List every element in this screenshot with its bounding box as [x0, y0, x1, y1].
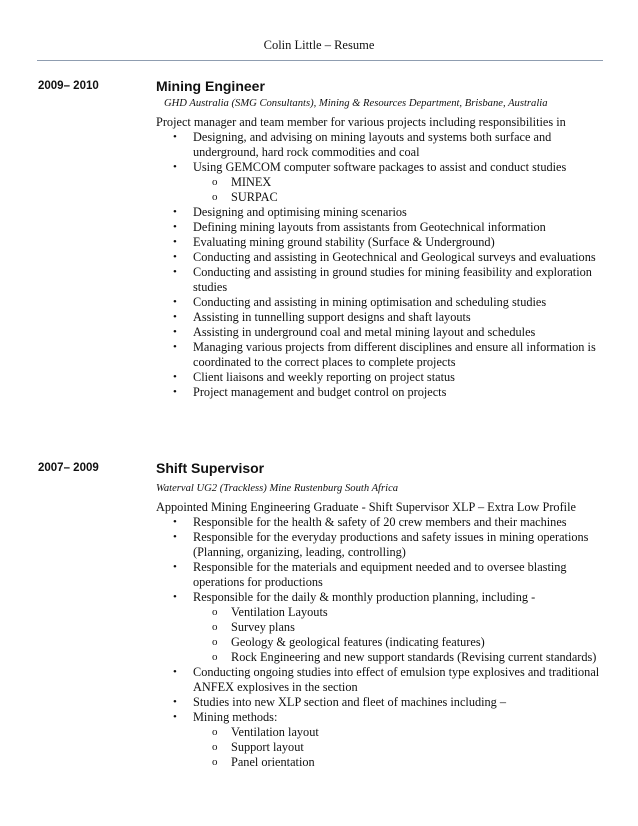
- sub-list-item: o SURPAC: [212, 190, 278, 204]
- bullet-icon: •: [173, 516, 177, 528]
- job-company: Waterval UG2 (Trackless) Mine Rustenburg South Africa: [156, 483, 399, 494]
- list-item: • Designing and optimising mining scenarios: [173, 205, 407, 219]
- list-item: • Evaluating mining ground stability (Surface & Underground): [173, 235, 495, 249]
- list-item: • Client liaisons and weekly reporting on project status: [173, 370, 455, 384]
- list-item: • Mining methods: o Ventilation layout o Support layout o Panel orientation: [156, 710, 606, 770]
- bullet-icon: •: [173, 266, 177, 278]
- sub-list-item: o Support layout: [212, 740, 304, 754]
- bullet-icon: •: [173, 386, 177, 398]
- circle-bullet-icon: o: [212, 741, 218, 753]
- list-item: • Designing, and advising on mining layouts and systems both surface and underground, hard rock commodities and coal: [173, 130, 552, 159]
- bullet-icon: •: [173, 296, 177, 308]
- bullet-icon: •: [173, 591, 177, 603]
- job-body: [156, 459, 606, 770]
- list-item: • Defining mining layouts from assistants from Geotechnical information: [173, 220, 546, 234]
- bullet-icon: •: [173, 371, 177, 383]
- job-dates: 2009– 2010: [38, 80, 99, 92]
- bullet-icon: •: [173, 221, 177, 233]
- responsibility-list: [156, 130, 606, 400]
- bullet-icon: •: [173, 251, 177, 263]
- resume-header: Colin Little – Resume: [263, 38, 375, 52]
- list-item: • Managing various projects from different disciplines and ensure all information is coordinated to the correct places to complete projects: [173, 340, 596, 369]
- bullet-icon: •: [173, 341, 177, 353]
- bullet-icon: •: [173, 326, 177, 338]
- bullet-icon: •: [173, 311, 177, 323]
- job-company: GHD Australia (SMG Consultants), Mining & Resources Department, Brisbane, Australia: [164, 98, 548, 109]
- circle-bullet-icon: o: [212, 176, 218, 188]
- bullet-icon: •: [173, 666, 177, 678]
- circle-bullet-icon: o: [212, 606, 218, 618]
- circle-bullet-icon: o: [212, 191, 218, 203]
- job-intro: Appointed Mining Engineering Graduate - Shift Supervisor XLP – Extra Low Profile: [156, 500, 576, 514]
- list-item: • Assisting in underground coal and metal mining layout and schedules: [173, 325, 536, 339]
- bullet-icon: •: [173, 131, 177, 143]
- bullet-icon: •: [173, 236, 177, 248]
- list-item: • Project management and budget control on projects: [173, 385, 447, 399]
- header-divider: [37, 60, 603, 61]
- sub-list-item: o Ventilation layout: [212, 725, 319, 739]
- bullet-icon: •: [173, 561, 177, 573]
- circle-bullet-icon: o: [212, 621, 218, 633]
- list-item: • Responsible for the daily & monthly production planning, including - o Ventilation Layouts o Survey plans o Geology & geological features (indicating features) o Rock Engineering and new support standards (Revising current standards): [156, 590, 606, 665]
- bullet-icon: •: [173, 696, 177, 708]
- bullet-icon: •: [173, 161, 177, 173]
- job-title: Mining Engineer: [156, 78, 265, 94]
- sub-list-item: o Geology & geological features (indicating features): [212, 635, 485, 649]
- job-dates: 2007– 2009: [38, 462, 99, 474]
- list-item: • Conducting and assisting in Geotechnical and Geological surveys and evaluations: [173, 250, 596, 264]
- bullet-icon: •: [173, 711, 177, 723]
- responsibility-list: [156, 515, 606, 770]
- list-item: • Conducting and assisting in ground studies for mining feasibility and exploration studies: [173, 265, 592, 294]
- sub-list-item: o Rock Engineering and new support standards (Revising current standards): [212, 650, 597, 664]
- sub-list-item: o MINEX: [212, 175, 272, 189]
- sub-list-item: o Survey plans: [212, 620, 295, 634]
- sub-list: [193, 605, 606, 665]
- list-item: • Responsible for the materials and equipment needed and to oversee blasting operations for productions: [173, 560, 567, 589]
- circle-bullet-icon: o: [212, 651, 218, 663]
- sub-list-item: o Ventilation Layouts: [212, 605, 328, 619]
- list-item: • Assisting in tunnelling support designs and shaft layouts: [173, 310, 471, 324]
- list-item: • Conducting ongoing studies into effect of emulsion type explosives and traditional ANFEX explosives in the section: [173, 665, 600, 694]
- circle-bullet-icon: o: [212, 756, 218, 768]
- list-item: • Conducting and assisting in mining optimisation and scheduling studies: [173, 295, 547, 309]
- circle-bullet-icon: o: [212, 726, 218, 738]
- job-intro: Project manager and team member for various projects including responsibilities in: [156, 115, 566, 129]
- list-item: • Responsible for the health & safety of 20 crew members and their machines: [173, 515, 567, 529]
- bullet-icon: •: [173, 531, 177, 543]
- bullet-icon: •: [173, 206, 177, 218]
- circle-bullet-icon: o: [212, 636, 218, 648]
- sub-list: [193, 725, 606, 770]
- job-body: [156, 77, 606, 400]
- job-title: Shift Supervisor: [156, 460, 265, 476]
- sub-list: [193, 175, 606, 205]
- sub-list-item: o Panel orientation: [212, 755, 315, 769]
- list-item: • Using GEMCOM computer software packages to assist and conduct studies o MINEX o SURPAC: [156, 160, 606, 205]
- list-item: • Studies into new XLP section and fleet of machines including –: [173, 695, 507, 709]
- list-item: • Responsible for the everyday productions and safety issues in mining operations (Planning, organizing, leading, controlling): [173, 530, 589, 559]
